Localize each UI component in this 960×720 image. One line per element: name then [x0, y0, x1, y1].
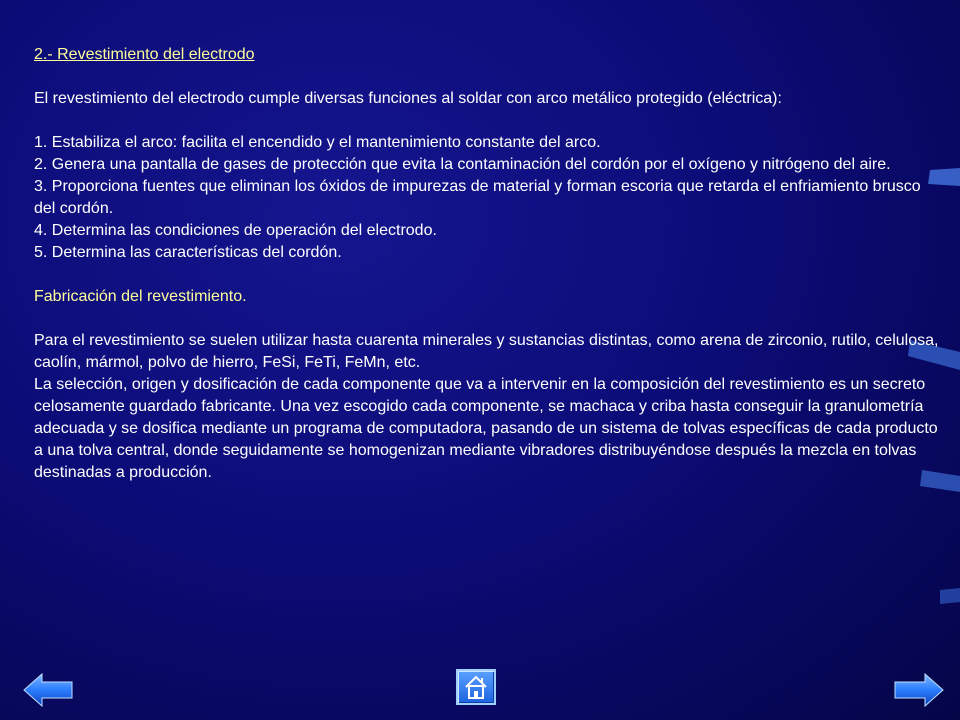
slide-body: [34, 44, 946, 484]
fabrication-paragraph-2: La selección, origen y dosificación de cada componente que va a intervenir en la composición del revestimiento es un secreto celosamente guardado fabricante. Una vez escogido cada componente, se machaca y criba hasta conseguir la granulometría adecuada y se dosifica mediante un programa de computadora, pasando de un sistema de tolvas específicas de cada producto a una tolva central, donde seguidamente se homogenizan mediante vibradores distribuyéndose después la mezcla en tolvas destinadas a producción.: [34, 376, 938, 481]
intro-paragraph: El revestimiento del electrodo cumple diversas funciones al soldar con arco metálico protegido (eléctrica):: [34, 90, 782, 107]
arrow-right-icon: [893, 672, 945, 708]
section-subtitle: Fabricación del revestimiento.: [34, 288, 247, 305]
function-item: 5. Determina las características del cordón.: [34, 244, 342, 261]
arrow-left-icon: [22, 672, 74, 708]
next-button[interactable]: [893, 672, 945, 708]
function-item: 3. Proporciona fuentes que eliminan los óxidos de impurezas de material y forman escoria que retarda el enfriamiento brusco del cordón.: [34, 178, 921, 217]
function-item: 4. Determina las condiciones de operación del electrodo.: [34, 222, 437, 239]
previous-button[interactable]: [22, 672, 74, 708]
home-icon: [458, 671, 494, 703]
home-button[interactable]: [456, 669, 496, 705]
function-item: 1. Estabiliza el arco: facilita el encendido y el mantenimiento constante del arco.: [34, 134, 601, 151]
page-title: 2.- Revestimiento del electrodo: [34, 46, 255, 63]
function-item: 2. Genera una pantalla de gases de protección que evita la contaminación del cordón por el oxígeno y nitrógeno del aire.: [34, 156, 891, 173]
fabrication-paragraph-1: Para el revestimiento se suelen utilizar hasta cuarenta minerales y sustancias distintas, como arena de zirconio, rutilo, celulosa, caolín, mármol, polvo de hierro, FeSi, FeTi, FeMn, etc.: [34, 332, 939, 371]
